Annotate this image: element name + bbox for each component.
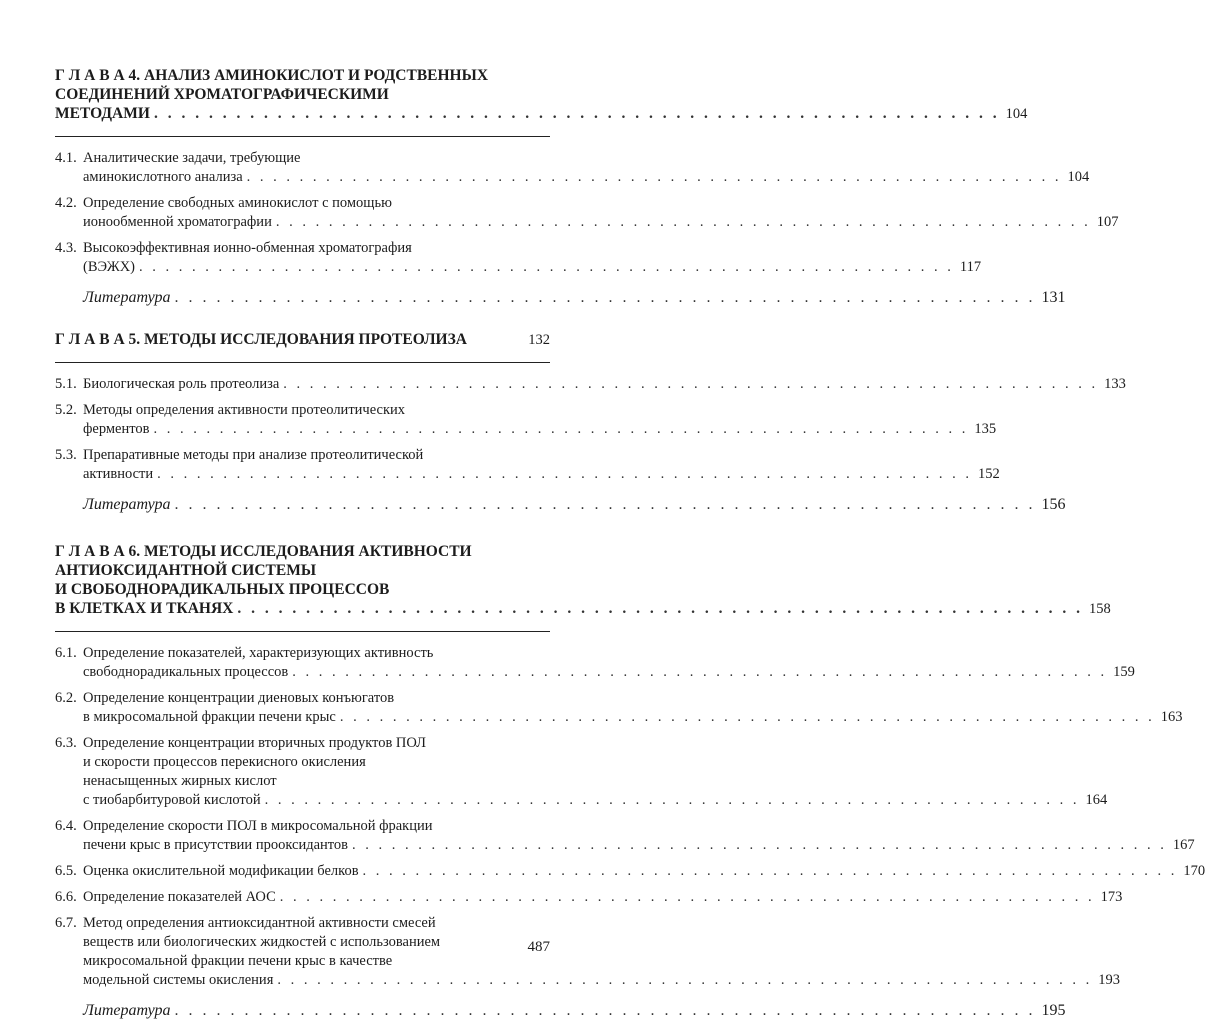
dot-leader: . . . . . . . . . . . . . . . . . . . . . . . . . . . . . . . . . . . . . . . . . . . . . . . . . . . . . . . . . . . . . . (139, 259, 954, 275)
section-title-line: Биологическая роль протеолиза (83, 376, 280, 392)
section-6-5 (55, 862, 1205, 881)
section-6-3 (55, 734, 1108, 810)
page-ref: 164 (1085, 792, 1108, 808)
page-ref: 117 (959, 259, 982, 275)
section-title-line: веществ или биологических жидкостей с использованием (83, 934, 441, 950)
section-number: 5.3. (55, 447, 77, 463)
section-6-4 (55, 817, 1195, 855)
page-ref: 163 (1160, 709, 1183, 725)
page-ref: 104 (1067, 169, 1090, 185)
chapter-title-last-line (55, 104, 1028, 124)
dot-leader: . . . . . . . . . . . . . . . . . . . . . . . . . . . . . . . . . . . . . . . . . . . . . . . . . . . . . . . . . . . . . . (279, 889, 1095, 905)
divider (55, 631, 550, 632)
page-ref: 135 (974, 421, 997, 437)
section-4-2 (55, 194, 1119, 232)
section-title-line: Определение показателей, характеризующих активность (83, 645, 434, 661)
section-number: 6.7. (55, 915, 77, 931)
section-number: 4.2. (55, 195, 77, 211)
section-number: 5.2. (55, 402, 77, 418)
section-title-line: в микросомальной фракции печени крыс (83, 709, 336, 725)
section-number: 6.5. (55, 863, 77, 879)
dot-leader: . . . . . . . . . . . . . . . . . . . . . . . . . . . . . . . . . . . . . . . . . . . . . . . . . . . . . . . . . . . . . . (339, 709, 1155, 725)
section-title-line: Аналитические задачи, требующие (83, 150, 301, 166)
page-ref: 104 (1005, 106, 1028, 122)
dot-leader: . . . . . . . . . . . . . . . . . . . . . . . . . . . . . . . . . . . . . . . . . . . . . . . . . . . . . . . . . . . . . . (292, 664, 1108, 680)
section-number: 6.4. (55, 818, 77, 834)
section-6-7 (55, 914, 1120, 990)
section-title-line: Методы определения активности протеолитических (83, 402, 405, 418)
page-ref: 107 (1096, 214, 1119, 230)
section-title-line: активности (83, 466, 154, 482)
chapter-4-sections (55, 149, 1119, 277)
section-title-line: ненасыщенных жирных кислот (83, 773, 277, 789)
section-5-3 (55, 446, 1000, 484)
literature-label: Литература (83, 1002, 171, 1019)
dot-leader: . . . . . . . . . . . . . . . . . . . . . . . . . . . . . . . . . . . . . . . . . . . . . . . . . . . . . . . . . . . . . . (237, 600, 1083, 617)
section-title-line: Определение концентрации диеновых конъюгатов (83, 690, 395, 706)
chapter-5-sections (55, 375, 1126, 484)
dot-leader: . . . . . . . . . . . . . . . . . . . . . . . . . . . . . . . . . . . . . . . . . . . . . . . . . . . . . . . . . . . . . . (275, 214, 1091, 230)
page-ref: 173 (1100, 889, 1123, 905)
section-title-line: Определение скорости ПОЛ в микросомальной фракции (83, 818, 433, 834)
dot-leader: . . . . . . . . . . . . . . . . . . . . . . . . . . . . . . . . . . . . . . . . . . . . . . . . . . . . . . . . . . . . . . (352, 837, 1167, 853)
section-title-line: с тиобарбитуровой кислотой (83, 792, 261, 808)
section-number: 4.1. (55, 150, 77, 166)
chapter-title-line: МЕТОДАМИ (55, 105, 150, 122)
page-ref: 193 (1098, 972, 1120, 988)
section-title-line: Препаративные методы при анализе протеолитической (83, 447, 424, 463)
section-number: 6.6. (55, 889, 77, 905)
section-5-1 (55, 375, 1126, 394)
chapter-title-last-line (55, 330, 550, 350)
dot-leader: . . . . . . . . . . . . . . . . . . . . . . . . . . . . . . . . . . . . . . . . . . . . . . . . . . . . . . . . . . . . . . (157, 466, 973, 482)
literature-label: Литература (83, 289, 171, 306)
section-4-3 (55, 239, 982, 277)
page-ref: 156 (1041, 496, 1066, 513)
section-6-1 (55, 644, 1135, 682)
section-title-line: Метод определения антиоксидантной активности смесей (83, 915, 436, 931)
section-number: 4.3. (55, 240, 77, 256)
section-title-line: ионообменной хроматографии (83, 214, 272, 230)
section-4-1 (55, 149, 1090, 187)
section-number: 6.3. (55, 735, 77, 751)
section-title-line: ферментов (83, 421, 150, 437)
dot-leader: . . . . . . . . . . . . . . . . . . . . . . . . . . . . . . . . . . . . . . . . . . . . . . . . . . . . . . . . . . . . . . (153, 105, 1000, 122)
literature-entry (83, 289, 1066, 307)
page-ref: 152 (978, 466, 1000, 482)
section-title-line: аминокислотного анализа (83, 169, 243, 185)
page-ref: 132 (528, 332, 550, 348)
page-number: 487 (527, 939, 550, 955)
dot-leader: . . . . . . . . . . . . . . . . . . . . . . . . . . . . . . . . . . . . . . . . . . . . . . . . . . . . . . . . . . . . . . (174, 496, 1036, 513)
page-ref: 158 (1088, 601, 1111, 617)
section-title-line: микросомальной фракции печени крыс в качестве (83, 953, 393, 969)
dot-leader: . . . . . . . . . . . . . . . . . . . . . . . . . . . . . . . . . . . . . . . . . . . . . . . . . . . . . . . . . . . . . . (277, 972, 1093, 988)
literature-label: Литература (83, 496, 171, 513)
chapter-6-heading (55, 542, 1111, 619)
section-6-6 (55, 888, 1123, 907)
section-5-2 (55, 401, 997, 439)
section-title-line: Определение свободных аминокислот с помощью (83, 195, 392, 211)
dot-leader: . . . . . . . . . . . . . . . . . . . . . . . . . . . . . . . . . . . . . . . . . . . . . . . . . . . . . . . . . . . . . . (246, 169, 1062, 185)
section-title-line: и скорости процессов перекисного окисления (83, 754, 366, 770)
chapter-title-line: В КЛЕТКАХ И ТКАНЯХ (55, 600, 234, 617)
page-ref: 159 (1113, 664, 1135, 680)
chapter-4-heading (55, 66, 1028, 124)
chapter-title-line: СОЕДИНЕНИЙ ХРОМАТОГРАФИЧЕСКИМИ (55, 86, 389, 103)
section-title-line: печени крыс в присутствии прооксидантов (83, 837, 349, 853)
section-number: 6.2. (55, 690, 77, 706)
chapter-title-line: Г Л А В А 5. МЕТОДЫ ИССЛЕДОВАНИЯ ПРОТЕОЛИЗА (55, 331, 467, 348)
literature-entry (83, 1002, 1066, 1020)
chapter-title-line: И СВОБОДНОРАДИКАЛЬНЫХ ПРОЦЕССОВ (55, 581, 390, 598)
chapter-5-heading (55, 330, 550, 350)
dot-leader: . . . . . . . . . . . . . . . . . . . . . . . . . . . . . . . . . . . . . . . . . . . . . . . . . . . . . . . . . . . . . . (283, 376, 1099, 392)
table-of-contents (55, 66, 1205, 1020)
section-title-line: Определение концентрации вторичных продуктов ПОЛ (83, 735, 426, 751)
chapter-title-line: Г Л А В А 4. АНАЛИЗ АМИНОКИСЛОТ И РОДСТВЕННЫХ (55, 67, 489, 84)
chapter-title-line: АНТИОКСИДАНТНОЙ СИСТЕМЫ (55, 562, 317, 579)
section-title-line: модельной системы окисления (83, 972, 274, 988)
chapter-title-line: Г Л А В А 6. МЕТОДЫ ИССЛЕДОВАНИЯ АКТИВНОСТИ (55, 543, 472, 560)
dot-leader: . . . . . . . . . . . . . . . . . . . . . . . . . . . . . . . . . . . . . . . . . . . . . . . . . . . . . . . . . . . . . . (362, 863, 1178, 879)
page-ref: 195 (1041, 1002, 1066, 1019)
page-ref: 131 (1041, 289, 1066, 306)
dot-leader: . . . . . . . . . . . . . . . . . . . . . . . . . . . . . . . . . . . . . . . . . . . . . . . . . . . . . . . . . . . . . . (153, 421, 969, 437)
chapter-title-last-line (55, 599, 1111, 619)
section-title-line: свободнорадикальных процессов (83, 664, 289, 680)
chapter-6-sections (55, 644, 1205, 990)
literature-entry (83, 496, 1066, 514)
section-number: 6.1. (55, 645, 77, 661)
section-title-line: Оценка окислительной модификации белков (83, 863, 359, 879)
page-ref: 170 (1183, 863, 1205, 879)
section-title-line: (ВЭЖХ) (83, 259, 136, 275)
section-title-line: Определение показателей АОС (83, 889, 276, 905)
dot-leader: . . . . . . . . . . . . . . . . . . . . . . . . . . . . . . . . . . . . . . . . . . . . . . . . . . . . . . . . . . . . . . (174, 1002, 1036, 1019)
section-number: 5.1. (55, 376, 77, 392)
dot-leader: . . . . . . . . . . . . . . . . . . . . . . . . . . . . . . . . . . . . . . . . . . . . . . . . . . . . . . . . . . . . . . (264, 792, 1080, 808)
page-ref: 167 (1172, 837, 1195, 853)
divider (55, 362, 550, 363)
divider (55, 136, 550, 137)
page-ref: 133 (1104, 376, 1126, 392)
section-6-2 (55, 689, 1183, 727)
dot-leader: . . . . . . . . . . . . . . . . . . . . . . . . . . . . . . . . . . . . . . . . . . . . . . . . . . . . . . . . . . . . . . (174, 289, 1036, 306)
section-title-line: Высокоэффективная ионно-обменная хроматография (83, 240, 412, 256)
